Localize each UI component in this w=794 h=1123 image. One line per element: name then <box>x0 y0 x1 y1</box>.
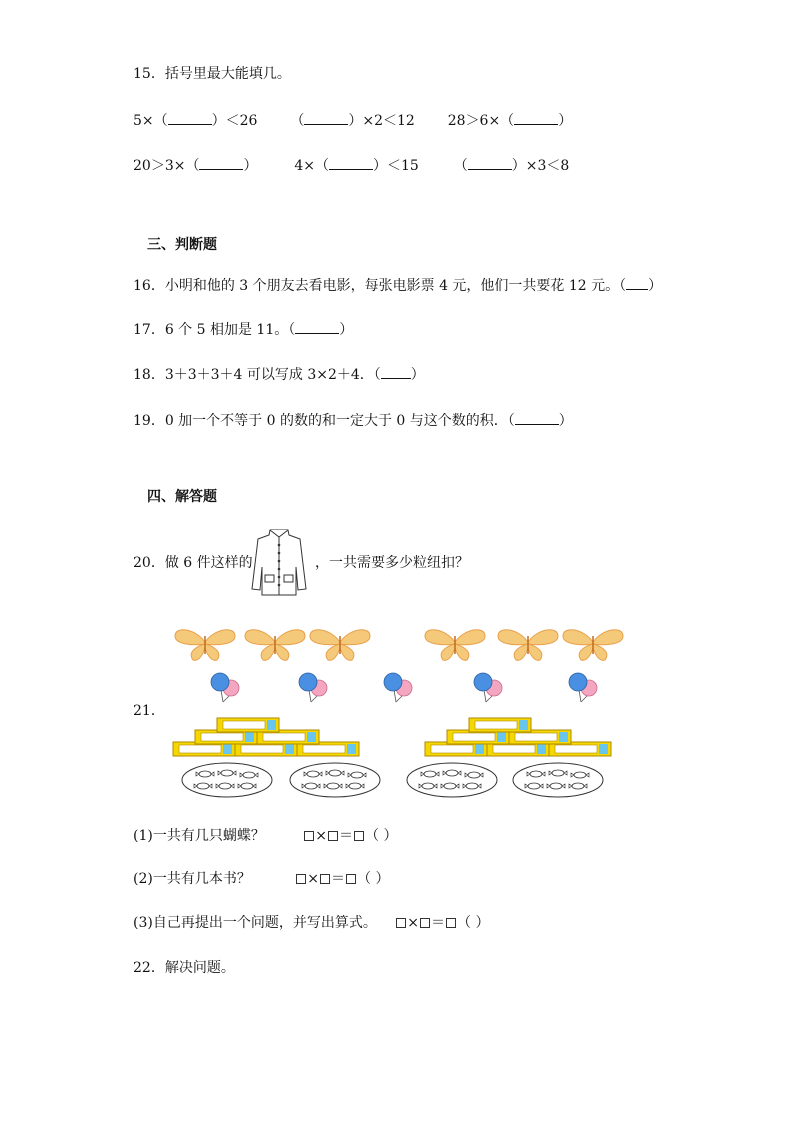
answer-blank[interactable] <box>199 155 243 170</box>
answer-box[interactable] <box>446 918 456 928</box>
balloon-icon <box>569 673 597 702</box>
candy-plate-icon <box>407 763 497 797</box>
answer-blank[interactable] <box>329 155 373 170</box>
q15-title: 15．括号里最大能填几。 <box>133 66 291 82</box>
butterfly-icon <box>245 630 305 661</box>
butterfly-icon <box>310 630 370 661</box>
answer-box[interactable] <box>420 918 430 928</box>
answer-box[interactable] <box>396 918 406 928</box>
q16: 16．小明和他的 3 个朋友去看电影，每张电影票 4 元，他们一共要花 12 元。（ ） <box>133 275 662 296</box>
q22: 22．解决问题。 <box>133 960 235 976</box>
section-heading-solve: 四、解答题 <box>147 489 217 505</box>
q21-sub2: (2)一共有几本书？ × ＝ （ ） <box>133 871 390 887</box>
butterfly-icon <box>425 630 485 661</box>
q15-item-5: 4×（ ）＜15 <box>294 158 418 174</box>
candy-plate-icon <box>290 763 380 797</box>
book-stack-icon <box>173 718 359 756</box>
answer-blank[interactable] <box>304 110 348 125</box>
q15-item-3: 28＞6×（ ） <box>448 113 572 129</box>
answer-box[interactable] <box>328 831 338 841</box>
answer-blank[interactable] <box>168 110 212 125</box>
answer-blank[interactable] <box>295 319 339 334</box>
answer-blank[interactable] <box>381 364 411 379</box>
q21-label: 21． <box>133 703 165 719</box>
q15-item-1: 5×（ ）＜26 <box>133 113 257 129</box>
answer-blank[interactable] <box>515 410 559 425</box>
butterfly-icon <box>498 630 558 661</box>
balloon-icon <box>299 673 327 702</box>
q21-illustration <box>165 620 645 805</box>
q15-item-6: （ ）×3＜8 <box>454 158 570 174</box>
balloon-icon <box>474 673 502 702</box>
q19: 19．0 加一个不等于 0 的数的和一定大于 0 与这个数的积．（ ） <box>133 410 573 431</box>
answer-box[interactable] <box>320 874 330 884</box>
answer-blank[interactable] <box>468 155 512 170</box>
balloon-icon <box>384 673 412 702</box>
butterfly-icon <box>563 630 623 661</box>
q21-sub3: (3)自己再提出一个问题，并写出算式。 × ＝ （ ） <box>133 915 490 931</box>
answer-blank[interactable] <box>514 110 558 125</box>
section-heading-judgement: 三、判断题 <box>147 237 217 253</box>
answer-box[interactable] <box>304 831 314 841</box>
q15-item-2: （ ）×2＜12 <box>290 113 414 129</box>
candy-plate-icon <box>182 763 272 797</box>
q15-row2 <box>133 155 569 176</box>
q21-sub1: (1)一共有几只蝴蝶？ × ＝ （ ） <box>133 828 398 844</box>
book-stack-icon <box>425 718 611 756</box>
jacket-icon <box>248 527 310 597</box>
q20-pre: 20．做 6 件这样的 <box>133 555 253 571</box>
q18: 18．3＋3＋3＋4 可以写成 3×2＋4．（ ） <box>133 364 425 385</box>
q15-row1 <box>133 110 572 131</box>
answer-box[interactable] <box>346 874 356 884</box>
q20-post: ，一共需要多少粒纽扣？ <box>315 555 469 571</box>
candy-plate-icon <box>513 763 603 797</box>
q15-item-4: 20＞3×（ ） <box>133 158 257 174</box>
balloon-icon <box>211 673 239 702</box>
answer-box[interactable] <box>296 874 306 884</box>
answer-blank[interactable] <box>626 275 648 290</box>
q17: 17．6 个 5 相加是 11。（ ） <box>133 319 353 340</box>
answer-box[interactable] <box>354 831 364 841</box>
butterfly-icon <box>175 630 235 661</box>
